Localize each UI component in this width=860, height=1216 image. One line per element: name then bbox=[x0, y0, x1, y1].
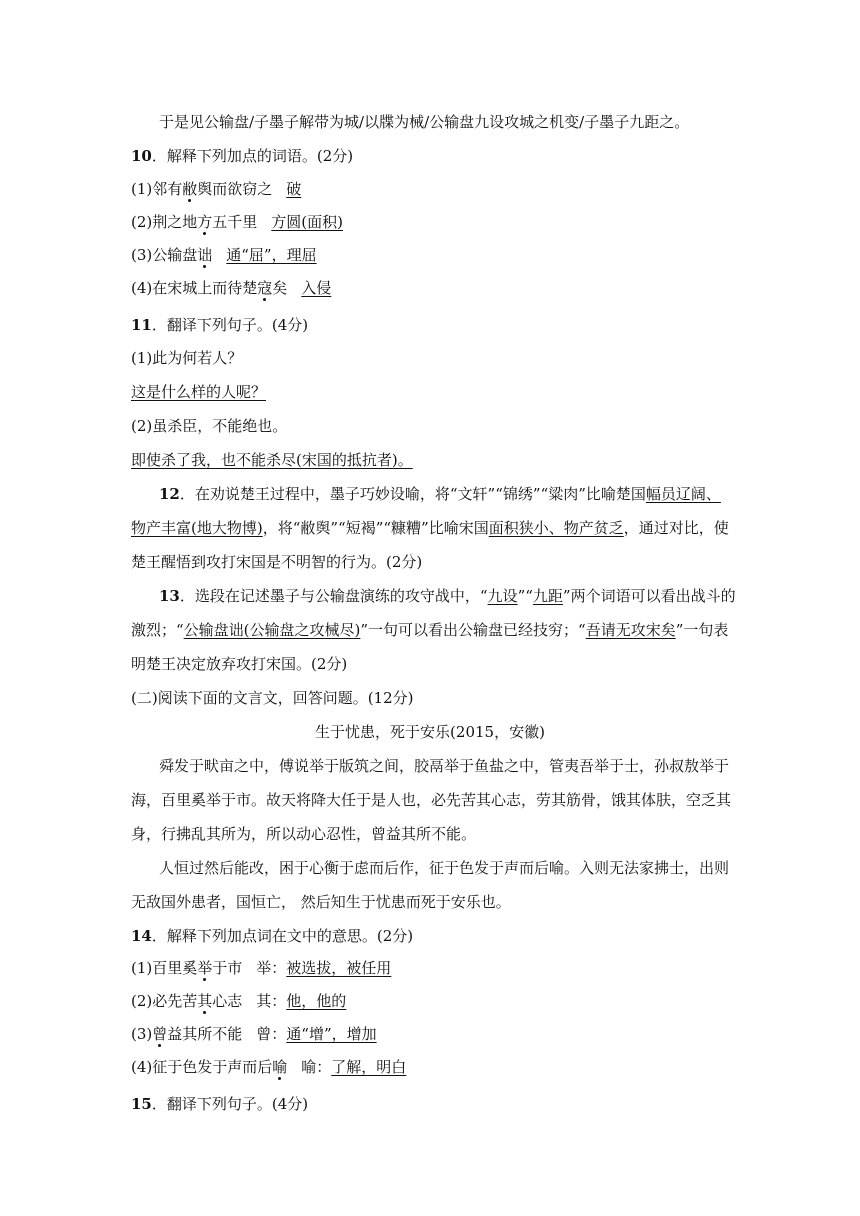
question-text: ”“ bbox=[517, 587, 533, 605]
passage-title: 生于忧患，死于安乐(2015，安徽) bbox=[315, 723, 545, 741]
item-text: (3)公输盘 bbox=[131, 246, 198, 264]
answer: 他，他的 bbox=[286, 992, 347, 1010]
answer: 破 bbox=[286, 180, 302, 198]
passage-line: 无敌国外患者，国恒亡， 然后知生于忧患而死于安乐也。 bbox=[131, 893, 511, 911]
passage-line: 舜发于畎亩之中，傅说举于版筑之间，胶鬲举于鱼盐之中，管夷吾举于士，孙叔敖举于 bbox=[159, 757, 730, 775]
item-text: (4)在宋城上而待楚 bbox=[131, 279, 258, 297]
sentence: (1)此为何若人？ bbox=[131, 349, 243, 367]
answer: 公输盘诎(公输盘之攻械尽) bbox=[183, 621, 361, 639]
dotted-word: 敝 bbox=[182, 180, 198, 198]
q14-item-3 bbox=[131, 1024, 377, 1044]
question-11 bbox=[131, 315, 308, 335]
passage-line: 身，行拂乱其所为，所以动心忍性，曾益其所不能。 bbox=[131, 825, 477, 843]
q10-item-1 bbox=[131, 179, 301, 199]
question-number: 14 bbox=[131, 927, 152, 945]
q14-item-1 bbox=[131, 958, 391, 978]
question-13-line-3: 明楚王决定放弃攻打宋国。(2分) bbox=[131, 655, 348, 673]
question-12-line-2 bbox=[131, 518, 729, 538]
answer: 幅员辽阔、 bbox=[645, 485, 721, 503]
question-12 bbox=[159, 484, 721, 504]
answer: 九距 bbox=[532, 587, 563, 605]
question-text: 激烈；“ bbox=[131, 621, 184, 639]
item-label: 其： bbox=[256, 992, 287, 1010]
question-text: ”一句表 bbox=[675, 621, 729, 639]
item-text: (3) bbox=[131, 1025, 153, 1043]
answer: 即使杀了我，也不能杀尽(宋国的抵抗者)。 bbox=[131, 451, 413, 469]
question-text: ，通过对比，使 bbox=[623, 519, 729, 537]
q14-item-4 bbox=[131, 1057, 406, 1077]
question-text: ．翻译下列句子。(4分) bbox=[151, 1095, 309, 1113]
question-number: 10 bbox=[131, 147, 152, 165]
item-text: (2)荆之地 bbox=[131, 213, 198, 231]
passage-line: 海，百里奚举于市。故天将降大任于是人也，必先苦其心志，劳其筋骨，饿其体肤，空乏其 bbox=[131, 791, 732, 809]
item-text: 五千里 bbox=[212, 213, 258, 231]
question-15 bbox=[131, 1094, 308, 1114]
answer: 九设 bbox=[487, 587, 518, 605]
question-text: ．在劝说楚王过程中，墨子巧妙设喻，将“文轩”“锦绣”“粱肉”比喻楚国 bbox=[179, 485, 646, 503]
q14-item-2 bbox=[131, 991, 346, 1011]
question-10 bbox=[131, 146, 353, 166]
question-number: 13 bbox=[159, 587, 180, 605]
item-text: (2)必先苦 bbox=[131, 992, 198, 1010]
item-text: (1)百里奚 bbox=[131, 959, 198, 977]
question-number: 11 bbox=[131, 316, 152, 334]
item-text: 心志 bbox=[212, 992, 243, 1010]
question-text: ”两个词语可以看出战斗的 bbox=[562, 587, 736, 605]
question-14 bbox=[131, 926, 413, 946]
item-text: 舆而欲窃之 bbox=[197, 180, 273, 198]
answer: 通“增”，增加 bbox=[286, 1025, 377, 1043]
answer: 通“屈”，理屈 bbox=[226, 246, 317, 264]
question-text: ．翻译下列句子。(4分) bbox=[151, 316, 309, 334]
question-13 bbox=[159, 586, 736, 606]
question-text: ”一句可以看出公输盘已经技穷；“ bbox=[360, 621, 586, 639]
dotted-word: 举 bbox=[197, 959, 213, 977]
dotted-word: 曾 bbox=[152, 1025, 168, 1043]
question-12-line-3: 楚王醒悟到攻打宋国是不明智的行为。(2分) bbox=[131, 553, 423, 571]
question-text: ．解释下列加点词在文中的意思。(2分) bbox=[151, 927, 414, 945]
item-text: 益其所不能 bbox=[167, 1025, 243, 1043]
dotted-word: 寇 bbox=[257, 279, 273, 297]
question-number: 15 bbox=[131, 1095, 152, 1113]
item-label: 举： bbox=[256, 959, 287, 977]
question-text: ，将“敝舆”“短褐”“糠糟”比喻宋国 bbox=[262, 519, 489, 537]
question-13-line-2 bbox=[131, 620, 728, 640]
q10-item-2 bbox=[131, 212, 343, 232]
answer: 物产丰富(地大物博) bbox=[131, 519, 263, 537]
answer: 面积狭小、物产贫乏 bbox=[488, 519, 624, 537]
item-text: 于市 bbox=[212, 959, 243, 977]
dotted-word: 诎 bbox=[197, 246, 213, 264]
item-text: (4)征于色发于声而后 bbox=[131, 1058, 273, 1076]
item-label: 曾： bbox=[256, 1025, 287, 1043]
dotted-word: 喻 bbox=[272, 1058, 288, 1076]
answer: 吾请无攻宋矣 bbox=[585, 621, 676, 639]
item-text: 矣 bbox=[272, 279, 288, 297]
question-text: ．解释下列加点的词语。(2分) bbox=[151, 147, 354, 165]
answer: 这是什么样的人呢？ bbox=[131, 383, 267, 401]
q10-item-3 bbox=[131, 245, 317, 265]
question-number: 12 bbox=[159, 485, 180, 503]
dotted-word: 方 bbox=[197, 213, 213, 231]
dotted-word: 其 bbox=[197, 992, 213, 1010]
sentence: (2)虽杀臣，不能绝也。 bbox=[131, 417, 288, 435]
section-heading: (二)阅读下面的文言文，回答问题。(12分) bbox=[131, 689, 414, 707]
answer: 了解，明白 bbox=[331, 1058, 407, 1076]
answer: 被选拔，被任用 bbox=[286, 959, 392, 977]
item-label: 喻： bbox=[301, 1058, 332, 1076]
item-text: (1)邻有 bbox=[131, 180, 183, 198]
passage-line: 人恒过然后能改，困于心衡于虑而后作，征于色发于声而后喻。入则无法家拂士，出则 bbox=[159, 859, 730, 877]
text-line: 于是见公输盘/子墨子解带为城/以牒为械/公输盘九设攻城之机变/子墨子九距之。 bbox=[159, 113, 690, 131]
question-text: ．选段在记述墨子与公输盘演练的攻守战中，“ bbox=[179, 587, 488, 605]
q10-item-4 bbox=[131, 278, 331, 298]
answer: 方圆(面积) bbox=[271, 213, 343, 231]
answer: 入侵 bbox=[301, 279, 332, 297]
